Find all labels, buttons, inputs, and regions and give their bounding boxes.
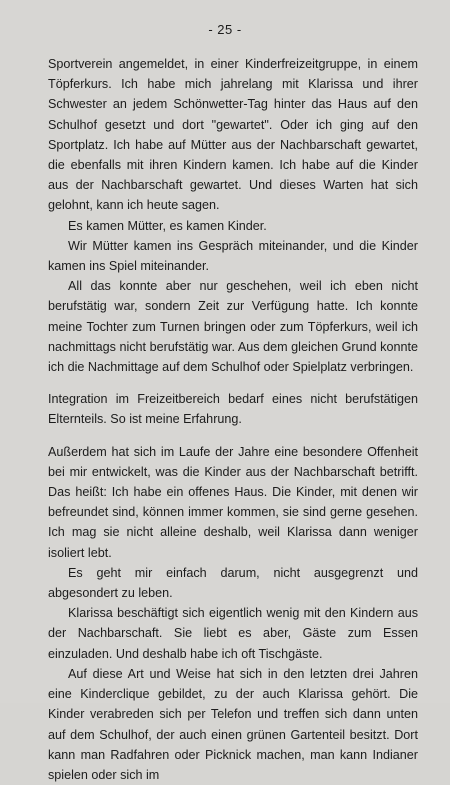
paragraph: Integration im Freizeitbereich bedarf eines nicht berufstätigen Elternteils. So ist meine Erfahrung. <box>48 392 418 427</box>
paragraph: Sportverein angemeldet, in einer Kinderfreizeitgruppe, in einem Töpferkurs. Ich habe mich jahrelang mit Klarissa und ihrer Schwester an jedem Schönwetter-Tag hinter das Haus auf den Schulhof gesetzt und dort "gewartet". Oder ich ging auf den Sportplatz. Ich habe auf Mütter aus der Nachbarschaft gewartet, die ebenfalls mit ihren Kindern kamen. Ich habe auf die Kinder aus der Nachbarschaft gewartet. Und dieses Warten hat sich gelohnt, kann ich heute sagen. <box>48 57 418 213</box>
paragraph: Außerdem hat sich im Laufe der Jahre eine besondere Offenheit bei mir entwickelt, was die Kinder aus der Nachbarschaft betrifft. Das heißt: Ich habe ein offenes Haus. Die Kinder, mit denen wir befreundet sind, können immer kommen, sie sind gerne gesehen. Ich mag sie nicht alleine deshalb, weil Klarissa dann weniger isoliert lebt. <box>48 444 418 560</box>
page-number: - 25 - <box>208 22 242 37</box>
paragraph: Wir Mütter kamen ins Gespräch miteinander, und die Kinder kamen ins Spiel miteinander. <box>48 238 418 274</box>
paragraph: Es geht mir einfach darum, nicht ausgegrenzt und abgesondert zu leben. <box>48 565 418 601</box>
paragraph: Auf diese Art und Weise hat sich in den letzten drei Jahren eine Kinderclique gebildet, zu der auch Klarissa gehört. Die Kinder verabreden sich per Telefon und treffen sich dann unten auf dem Schulhof, der auch einen grünen Gartenteil besitzt. Dort kann man Radfahren oder Picknick machen, man kann Indianer spielen oder sich im <box>48 666 418 782</box>
paragraph: Es kamen Mütter, es kamen Kinder. <box>68 218 267 233</box>
paragraph: Klarissa beschäftigt sich eigentlich wenig mit den Kindern aus der Nachbarschaft. Sie liebt es aber, Gäste zum Essen einzuladen. Und deshalb habe ich oft Tischgäste. <box>48 606 418 661</box>
body-text <box>48 54 418 785</box>
paragraph: All das konnte aber nur geschehen, weil ich eben nicht berufstätig war, sondern Zeit zur Verfügung hatte. Ich konnte meine Tochter zum Turnen bringen oder zum Töpferkurs, weil ich nachmittags nicht berufstätig war. Aus dem gleichen Grund konnte ich die Nachmittage auf dem Schulhof oder Spielplatz verbringen. <box>48 279 418 375</box>
